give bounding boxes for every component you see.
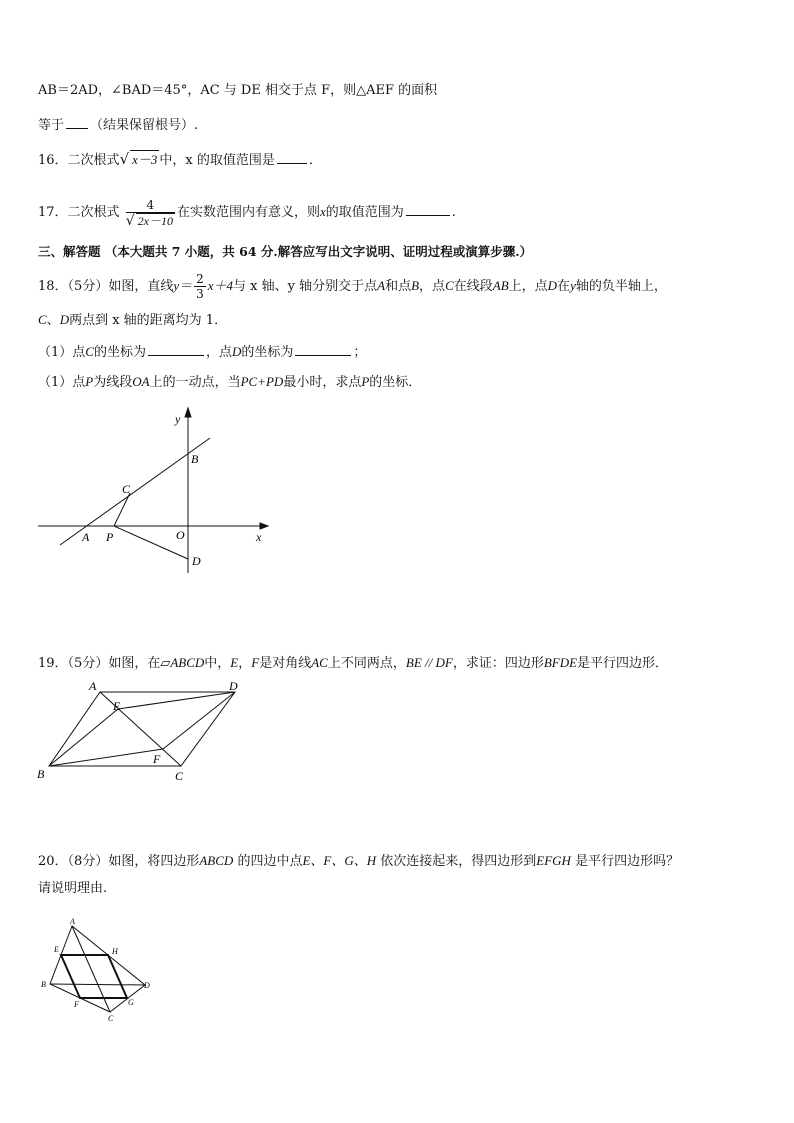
diagonal-bd (50, 984, 145, 985)
q17-line: 17．二次根式 $\frac{4}{√ 2x-10}$ 在实数范围内有意义，则x的取值范围为 . (38, 197, 456, 229)
q20-line2: 请说明理由. (38, 881, 108, 896)
label-o: O (176, 528, 185, 542)
label-d: D (229, 679, 238, 693)
q18-sub1: （1）点C的坐标为 ，点D的坐标为 ； (38, 344, 367, 360)
label-b: B (37, 767, 45, 781)
section-heading: 三、解答题 （本大题共 7 小题，共 64 分.解答应写出文字说明、证明过程或演算步骤.） (38, 244, 533, 259)
label-f: F (153, 752, 161, 766)
label-g: G (128, 998, 134, 1007)
q19-line: 19．（5分）如图，在▱ABCD中，E，F是对角线AC上不同两点，BE // DF，求证：四边形BFDE是平行四边形． (38, 655, 669, 671)
label-c: C (175, 769, 184, 783)
label-b: B (41, 980, 46, 989)
q20-line1: 20．（8分）如图，将四边形ABCD 的四边中点E、F、G、H 依次连接起来，得四边形到EFGH 是平行四边形吗？ (38, 853, 680, 869)
label-x: x (256, 530, 262, 544)
label-d: D (192, 554, 201, 568)
segment-pc (114, 493, 130, 526)
answer-blank (406, 203, 450, 216)
y-axis-arrow (185, 408, 191, 417)
q18-line2: C、D两点到 x 轴的距离均为 1． (38, 312, 228, 328)
answer-blank (295, 343, 351, 356)
parallelogram-abcd (49, 692, 235, 766)
q18-sub2: （1）点P为线段OA上的一动点，当PC+PD最小时，求点P的坐标． (38, 374, 422, 390)
label-d: D (144, 981, 150, 990)
label-y: y (175, 412, 181, 426)
x-axis-arrow (260, 523, 268, 529)
q18-figure (32, 405, 272, 585)
label-e: E (113, 699, 121, 713)
answer-blank (66, 116, 88, 129)
q19-figure (32, 676, 262, 786)
q15-line1: AB＝2AD，∠BAD＝45°，AC 与 DE 相交于点 F，则△AEF 的面积 (38, 83, 438, 98)
answer-blank (148, 343, 204, 356)
label-b: B (191, 452, 199, 466)
q20-figure (38, 914, 168, 1024)
label-h: H (112, 947, 118, 956)
label-e: E (54, 945, 59, 954)
q18-fraction: $\frac{2}{3}$ (196, 272, 204, 301)
q17-fraction: $\frac{4}{√ 2x-10}$ (125, 197, 173, 229)
label-a: A (89, 679, 97, 693)
label-c: C (108, 1014, 114, 1023)
q16-line: 16．二次根式√ x－3 中，x 的取值范围是 ． (38, 150, 322, 168)
label-a: A (82, 530, 90, 544)
label-c: C (122, 482, 131, 496)
answer-blank (277, 151, 307, 164)
q18-line1: 18．（5分）如图，直线y＝ $\frac{2}{3}$ x＋4与 x 轴、y 轴分别交于点A和点B，点C在线段AB上，点D在y轴的负半轴上， (38, 272, 667, 301)
q15-line2: 等于 （结果保留根号）. (38, 118, 199, 133)
label-f: F (74, 1000, 79, 1009)
label-p: P (106, 530, 114, 544)
label-a: A (70, 917, 75, 926)
